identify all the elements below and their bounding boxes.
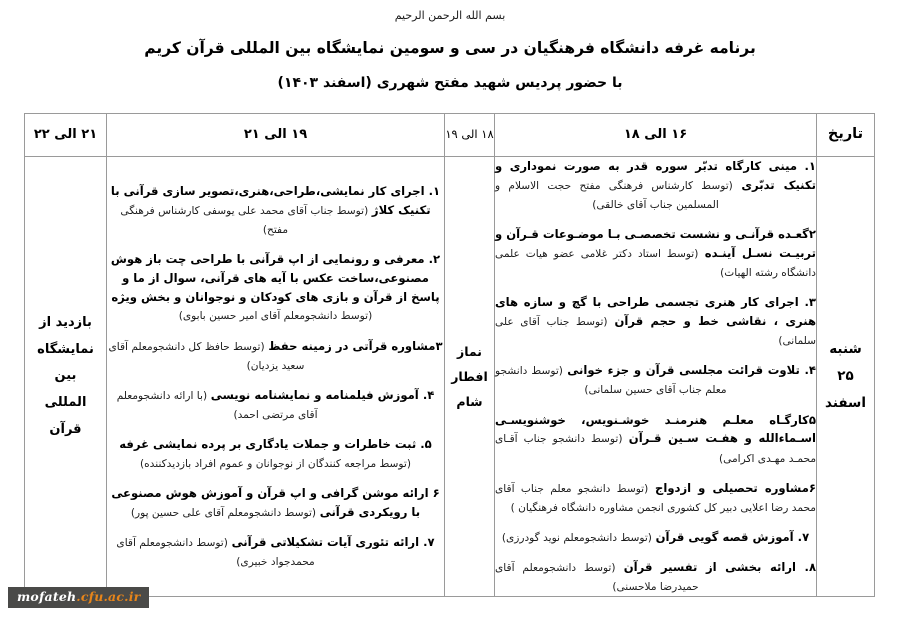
table-header: [25, 114, 875, 157]
item-detail: (توسط دانشجو معلم جناب آقای محمد رضا اعلایی دبیر کل کشوری انجمن مشاوره دانشگاه فرهنگیان ): [495, 482, 816, 514]
list-item: [107, 533, 444, 571]
column-header-date: تاریخ: [817, 114, 875, 157]
list-item: [495, 157, 816, 214]
site-url-badge[interactable]: [8, 587, 149, 608]
cell-prayer-break: [445, 157, 495, 597]
list-item: [107, 182, 444, 239]
item-title: ۶ ارائه موشن گرافی و اپ قرآن و آموزش هوش مصنوعی با رویکردی قرآنی: [111, 486, 440, 519]
prayer-line-2: افطار: [451, 369, 488, 385]
list-item: [495, 528, 816, 547]
item-detail: (توسط حافظ کل دانشجومعلم آقای سعید یزدیان): [108, 340, 305, 372]
item-title: ۴. آموزش فیلمنامه و نمایشنامه نویسی: [210, 387, 435, 402]
list-item: [495, 411, 816, 468]
prayer-line-3: شام: [456, 394, 483, 410]
date-month: اسفند: [825, 395, 866, 412]
table-body: [25, 157, 875, 597]
visit-line-3: بین: [54, 368, 77, 384]
item-detail: (توسط استاد دکتر غلامی عضو هیات علمی دانشگاه رشته الهیات): [495, 247, 816, 280]
table-header-row: [25, 114, 875, 157]
prayer-line-1: نماز: [457, 344, 482, 360]
item-title: ۳. اجرای کار هنری تجسمی طراحی با گچ و سازه های هنری ، نقاشی خط و حجم قرآن: [495, 295, 816, 328]
date-weekday: شنبه: [829, 341, 862, 358]
site-url-suffix: .cfu.ac.ir: [76, 589, 141, 605]
visit-line-5: قرآن: [49, 421, 82, 437]
item-detail: (توسط کارشناس فرهنگی مفتح حجت الاسلام و المسلمین جناب آقای خالقی): [495, 179, 733, 211]
cell-date: [817, 157, 875, 597]
list-item: [495, 361, 816, 399]
item-detail: (توسط دانشجومعلم آقای حمیدرضا ملاحسنی): [495, 562, 699, 594]
date-day: ۲۵: [837, 368, 854, 385]
visit-line-4: المللی: [44, 395, 87, 411]
item-detail: (توسط دانشجو معلم جناب آقای حسین سلمانی): [495, 365, 727, 397]
item-detail: (توسط دانشجو جناب آقـای محمـد مهـدی اکرامی): [495, 433, 816, 465]
list-item: [107, 250, 444, 326]
page-subtitle: با حضور پردیس شهید مفتح شهرری (اسفند ۱۴۰۳): [277, 75, 623, 91]
item-detail: (توسط جناب آقای محمد علی یوسفی کارشناس فرهنگی مفتح): [120, 204, 369, 236]
site-url-primary: mofateh: [17, 589, 77, 605]
list-item: [107, 386, 444, 424]
item-title: ۵کارگـاه معلـم هنرمنـد خوشـنویس، خوشنویسـی اسـماءالله و هفـت سـین قـرآن: [495, 412, 816, 446]
item-title: ۷. آموزش قصه گویی قرآن: [655, 530, 810, 544]
list-item: [107, 435, 444, 473]
table-row: [25, 157, 875, 597]
item-title: ۶مشاوره تحصیلی و ازدواج: [654, 480, 816, 495]
list-item: [107, 484, 444, 522]
item-detail: (توسط دانشجومعلم آقای محمدجواد خبیری): [116, 537, 315, 569]
item-title: ۵. ثبت خاطرات و جملات یادگاری بر پرده نمایشی غرفه: [119, 437, 432, 452]
item-title: ۸. ارائه بخشی از تفسیر قرآن: [623, 560, 817, 575]
schedule-table: [24, 113, 875, 597]
page-title: برنامه غرفه دانشگاه فرهنگیان در سی و سومین نمایشگاه بین المللی قرآن کریم: [144, 39, 756, 57]
column-header-slot-19-21: ۱۹ الی ۲۱: [107, 114, 445, 157]
column-header-slot-18-19: ۱۸ الی ۱۹: [445, 114, 495, 157]
cell-slot-21-22: [25, 157, 107, 597]
item-title: ۱. مینی کارگاه تدبّر سوره قدر به صورت نموداری و تکنیک تدبّری: [495, 159, 816, 192]
item-detail: (توسط جناب آقای علی سلمانی): [495, 315, 816, 348]
cell-slot-19-21: [107, 157, 445, 597]
list-item: [107, 337, 444, 375]
list-item: [495, 293, 816, 350]
item-title: ۱. اجرای کار نمایشی،طراحی،هنری،تصویر سازی قرآنی با تکنیک کلاژ: [110, 184, 441, 217]
column-header-slot-21-22: ۲۱ الی ۲۲: [25, 114, 107, 157]
item-detail: (توسط مراجعه کنندگان از نوجوانان و عموم افراد بازدیدکننده): [140, 458, 411, 471]
item-title: ۲گعـده قرآنـی و نشست تخصصـی بـا موضـوعات قـرآن و تربیـت نسـل آینـده: [495, 227, 816, 260]
cell-slot-16-18: [495, 157, 817, 597]
list-item: [495, 479, 816, 517]
visit-line-2: نمایشگاه: [37, 341, 94, 357]
visit-line-1: بازدید از: [39, 315, 92, 331]
list-item: [495, 225, 816, 282]
item-detail: (توسط دانشجومعلم نوید گودرزی): [501, 532, 652, 544]
schedule-table-wrapper: [25, 113, 875, 597]
column-header-slot-16-18: ۱۶ الی ۱۸: [495, 114, 817, 157]
item-title: ۴. تلاوت قرائت مجلسی قرآن و جزء خوانی: [567, 363, 816, 378]
item-detail: (توسط دانشجومعلم آقای امیر حسین بابوی): [178, 310, 373, 323]
item-detail: (با ارائه دانشجومعلم آقای مرتضی احمد): [116, 389, 318, 422]
list-item: [495, 558, 816, 596]
item-title: ۳مشاوره قرآتی در زمینه حفظ: [268, 338, 443, 353]
basmala-line: بسم الله الرحمن الرحیم: [394, 9, 506, 22]
item-title: ۷. ارائه تئوری آیات تشکیلاتی قرآنی: [231, 535, 435, 550]
item-title: ۲. معرفی و رونمایی از اپ قرآنی با طراحی چت باز هوش مصنوعی،ساخت عکس با آیه های قرآنی، سوال از ما و پاسخ از قرآن و بازی های کودکان و نوجوانان و بخش ویژه: [110, 252, 441, 304]
item-detail: (توسط دانشجومعلم آقای علی حسین پور): [130, 506, 317, 519]
